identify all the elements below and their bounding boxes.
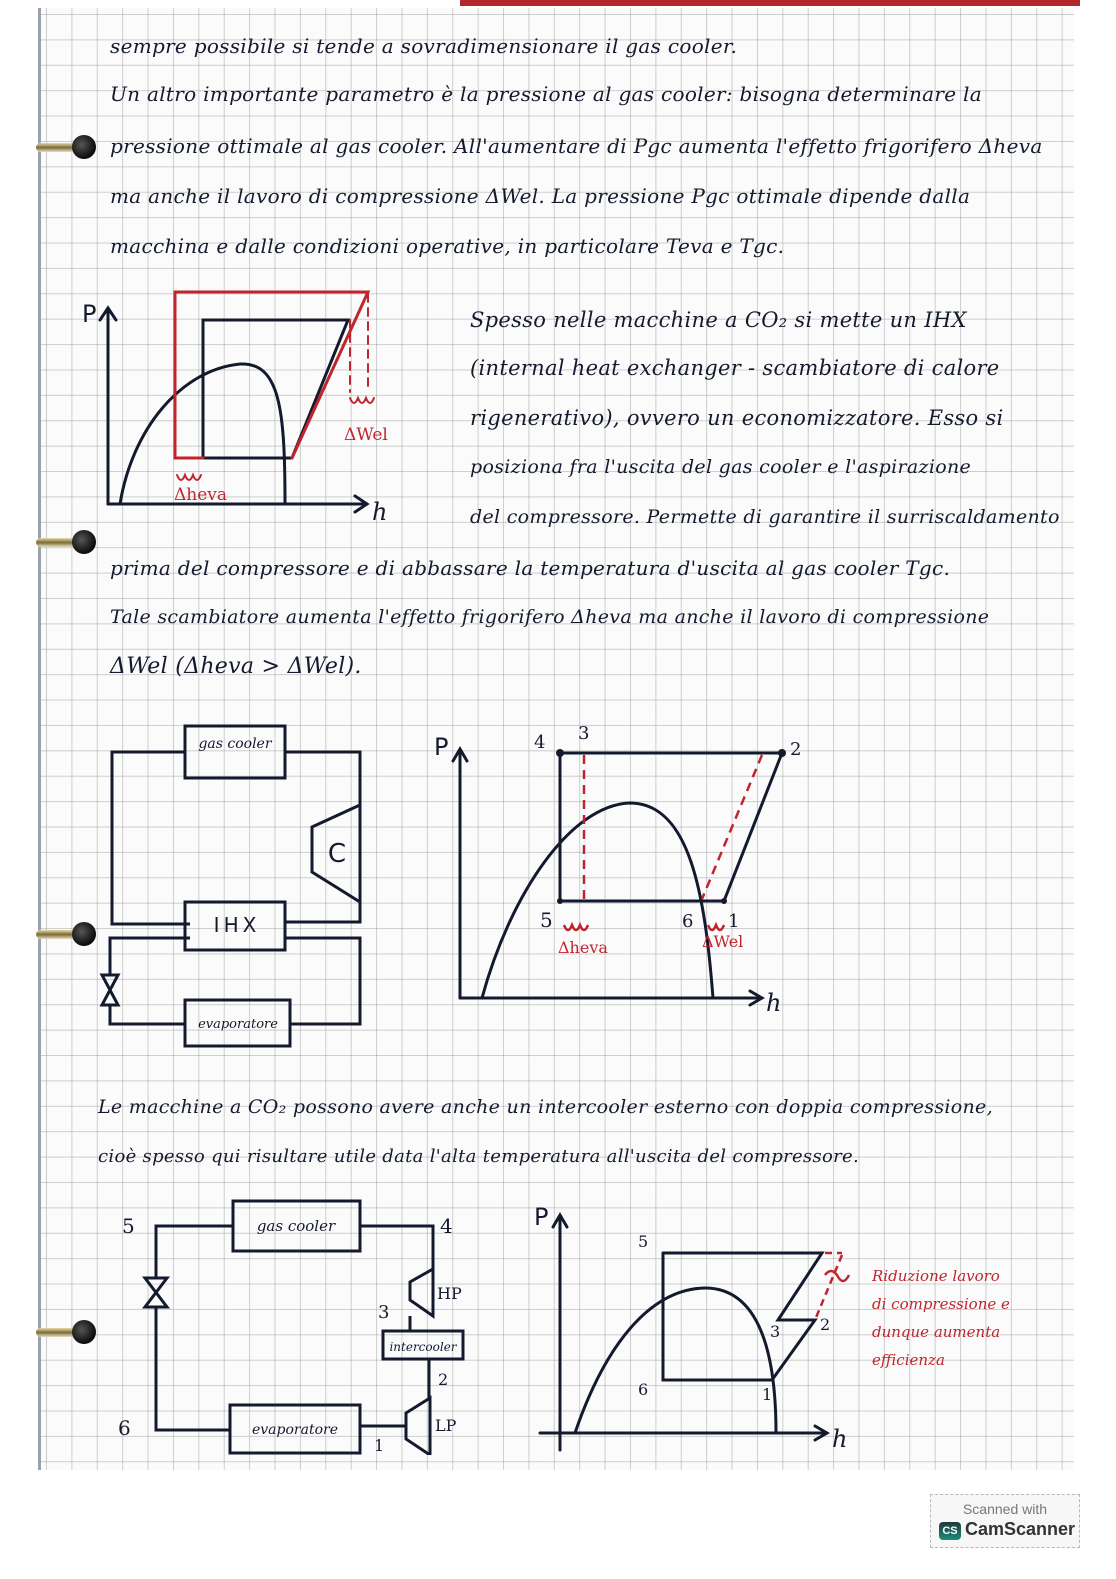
hp-label: HP (437, 1284, 462, 1303)
label-delta-wel: ΔWel (344, 425, 388, 445)
binder-ring-3 (36, 922, 96, 948)
ph-diagram-two-stage (520, 1195, 1060, 1455)
annotation-line: Riduzione lavoro (872, 1267, 1000, 1285)
text-line: del compressore. Permette di garantire il surriscaldamento (470, 506, 1060, 528)
label-delta-heva: Δheva (558, 938, 608, 957)
point-1: 1 (728, 911, 740, 932)
camscanner-badge (930, 1494, 1080, 1548)
text-line: Spesso nelle macchine a CO₂ si mette un IHX (470, 308, 967, 332)
point-5: 5 (122, 1214, 135, 1238)
axis-label-h: h (372, 498, 388, 520)
ihx-label: IHX (213, 913, 261, 937)
label-delta-heva: Δheva (174, 485, 228, 505)
axis-label-p: P (434, 733, 449, 761)
ph-diagram-ihx (420, 715, 820, 1015)
lp-label: LP (435, 1416, 457, 1435)
point-1: 1 (762, 1385, 773, 1404)
point-6: 6 (118, 1416, 131, 1440)
compressor-label: C (327, 839, 347, 869)
point-2: 2 (820, 1315, 831, 1334)
red-binder-tab (460, 0, 1080, 6)
text-line: ΔWel (Δheva > ΔWel). (110, 654, 362, 679)
binder-ring-2 (36, 530, 96, 556)
axis-label-h: h (832, 1425, 848, 1453)
text-line: prima del compressore e di abbassare la temperatura d'uscita al gas cooler Tgc. (110, 556, 951, 580)
point-4: 4 (440, 1214, 453, 1238)
point-3: 3 (578, 723, 590, 744)
intercooler-circuit-diagram (100, 1185, 480, 1455)
text-line: cioè spesso qui risultare utile data l'alta temperatura all'uscita del compressore. (98, 1146, 860, 1167)
point-5: 5 (638, 1232, 649, 1251)
camscanner-logo-icon: CS (939, 1522, 961, 1540)
axis-label-p: P (82, 300, 97, 328)
ihx-circuit-diagram (90, 710, 390, 1050)
text-line: ma anche il lavoro di compressione ΔWel. La pressione Pgc ottimale dipende dalla (110, 184, 971, 208)
gas-cooler-label: gas cooler (198, 736, 272, 752)
point-3: 3 (378, 1302, 390, 1323)
text-line: Tale scambiatore aumenta l'effetto frigorifero Δheva ma anche il lavoro di compressione (110, 606, 990, 628)
annotation-line: dunque aumenta (872, 1323, 1001, 1341)
text-line: macchina e dalle condizioni operative, in particolare Teva e Tgc. (110, 234, 785, 258)
point-1: 1 (374, 1436, 385, 1455)
text-line: posiziona fra l'uscita del gas cooler e l'aspirazione (470, 456, 972, 478)
point-6: 6 (682, 911, 694, 932)
page-edge (38, 8, 41, 1470)
annotation-line: di compressione e (872, 1295, 1010, 1313)
ph-diagram-pressure-comparison (60, 280, 420, 520)
axis-label-h: h (766, 989, 782, 1015)
text-line: rigenerativo), ovvero un economizzatore. Esso si (470, 406, 1004, 430)
evaporator-label: evaporatore (251, 1422, 339, 1438)
gas-cooler-label: gas cooler (256, 1217, 336, 1235)
binder-ring-1 (36, 135, 96, 161)
point-2: 2 (438, 1370, 449, 1389)
point-3: 3 (770, 1322, 781, 1341)
text-line: Le macchine a CO₂ possono avere anche un intercooler esterno con doppia compressione, (98, 1096, 993, 1118)
binder-ring-4 (36, 1320, 96, 1346)
text-line: Un altro importante parametro è la pressione al gas cooler: bisogna determinare la (110, 82, 982, 106)
annotation-line: efficienza (872, 1351, 945, 1369)
badge-caption: Scanned with (962, 1501, 1048, 1517)
axis-label-p: P (534, 1203, 549, 1231)
point-4: 4 (534, 732, 546, 753)
intercooler-label: intercooler (389, 1340, 457, 1354)
text-line: pressione ottimale al gas cooler. All'aumentare di Pgc aumenta l'effetto frigorifero Δheva (110, 134, 1043, 158)
evaporator-label: evaporatore (198, 1017, 278, 1032)
point-5: 5 (540, 908, 553, 932)
point-2: 2 (790, 739, 802, 760)
badge-brand: CamScanner (965, 1519, 1076, 1539)
text-line: sempre possibile si tende a sovradimensionare il gas cooler. (110, 34, 738, 58)
text-line: (internal heat exchanger - scambiatore di calore (470, 356, 1000, 380)
point-6: 6 (638, 1380, 649, 1399)
label-delta-wel: ΔWel (702, 932, 744, 951)
